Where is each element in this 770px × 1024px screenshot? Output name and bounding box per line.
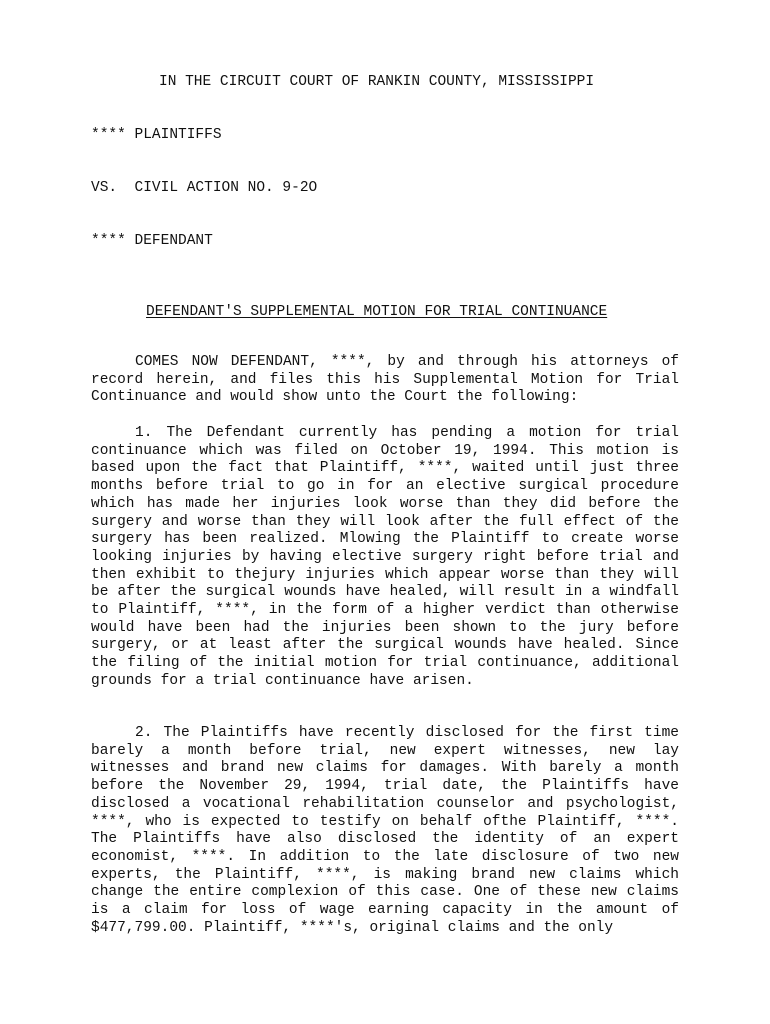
civil-action-line: VS. CIVIL ACTION NO. 9-2O xyxy=(91,180,318,196)
intro-paragraph: COMES NOW DEFENDANT, ****, by and through his attorneys of record herein, and files this his Supplemental Motion for Trial Continuance and would show unto the Court the following: xyxy=(91,354,679,406)
defendant-line: **** DEFENDANT xyxy=(91,233,213,249)
court-heading: IN THE CIRCUIT COURT OF RANKIN COUNTY, MISSISSIPPI xyxy=(159,74,595,90)
plaintiffs-line: **** PLAINTIFFS xyxy=(91,127,222,143)
motion-title: DEFENDANT'S SUPPLEMENTAL MOTION FOR TRIAL CONTINUANCE xyxy=(146,304,608,320)
paragraph-2: 2. The Plaintiffs have recently disclosed for the first time barely a month before trial, new expert witnesses, new lay witnesses and brand new claims for damages. With barely a month before the November 29, 1994, trial date, the Plaintiffs have disclosed a vocational rehabilitation counselor and psychologist, ****, who is expected to testify on behalf ofthe Plaintiff, ****. The Plaintiffs have also disclosed the identity of an expert economist, ****. In addition to the late disclosure of two new experts, the Plaintiff, ****, is making brand new claims which change the entire complexion of this case. One of these new claims is a claim for loss of wage earning capacity in the amount of $477,799.00. Plaintiff, ****'s, original claims and the only xyxy=(91,725,679,936)
paragraph-1: 1. The Defendant currently has pending a motion for trial continuance which was filed on October 19, 1994. This motion is based upon the fact that Plaintiff, ****, waited until just three months before trial to go in for an elective surgical procedure which has made her injuries look worse than they did before the surgery and worse than they will look after the full effect of the surgery has been realized. Mlowing the Plaintiff to create worse looking injuries by having elective surgery right before trial and then exhibit to thejury injuries which appear worse than they will be after the surgical wounds have healed, will result in a windfall to Plaintiff, ****, in the form of a higher verdict than otherwise would have been had the injuries been shown to the jury before surgery, or at least after the surgical wounds have healed. Since the filing of the initial motion for trial continuance, additional grounds for a trial continuance have arisen. xyxy=(91,425,679,689)
